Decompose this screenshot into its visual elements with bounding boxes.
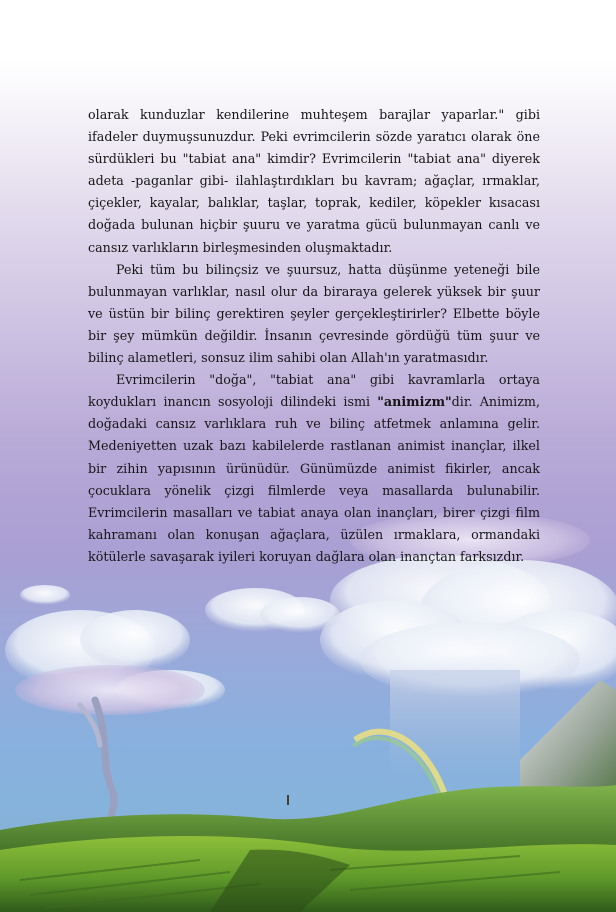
- mountain: [520, 680, 616, 790]
- paragraph-3: [88, 369, 540, 568]
- bold-term: "animizm": [377, 394, 452, 410]
- text-segment: Peki tüm bu bilinçsiz ve şuursuz, hatta düşünme yeteneği bile bulunmayan varlıklar, nasıl olur da biraraya gelerek yüksek bir şuur ve üstün bir bilinç gerektiren şeyler gerçekleştirirler? Elbette böyle bir şey mümkün değildir. İnsanın çevresinde gördüğü tüm şuur ve bilinç alametleri, sonsuz ilim sahibi olan Allah'ın yaratmasıdır.: [88, 261, 540, 366]
- text-segment: dir. Animizm, doğadaki cansız varlıklara ruh ve bilinç atfetmek anlamına gelir. Medeniyetten uzak bazı kabilelerde rastlanan animist inançlar, ilkel bir zihin yapısının ürünüdür. Günümüzde animist fikirler, ancak çocuklara yönelik çizgi filmlerde veya masallarda bulunabilir. Evrimcilerin masalları ve tabiat anaya olan inançları, birer çizgi film kahramanı olan konuşan ağaçlara, üzülen ırmaklara, ormandaki kötülerle savaşarak iyileri koruyan dağlara olan inançtan farksızdır.: [88, 394, 540, 564]
- paragraph-1: [88, 104, 540, 259]
- text-segment: olarak kunduzlar kendilerine muhteşem barajlar yaparlar." gibi ifadeler duymuşsunuzdur. Peki evrimcilerin sözde yaratıcı olarak öne sürdükleri bu "tabiat ana" kimdir? Evrimcilerin "tabiat ana" diyerek adeta -paganlar gibi- ilahlaştırdıkları bu kavram; ağaçlar, ırmaklar, çiçekler, kayalar, balıklar, taşlar, toprak, kediler, köpekler kısacası doğada bulunan hiçbir şuuru ve yaratma gücü bulunmayan canlı ve cansız varlıkların birleşmesinden oluşmaktadır.: [88, 107, 540, 255]
- text-segment: Evrimcilerin "doğa", "tabiat ana" gibi kavramlarla ortaya koydukları inancın sosyoloji dilindeki ismi: [88, 372, 540, 410]
- tornado-cloud: [5, 610, 205, 825]
- body-text: [88, 104, 540, 568]
- paragraph-2: [88, 259, 540, 369]
- tiny-tree-trunk: [287, 795, 289, 805]
